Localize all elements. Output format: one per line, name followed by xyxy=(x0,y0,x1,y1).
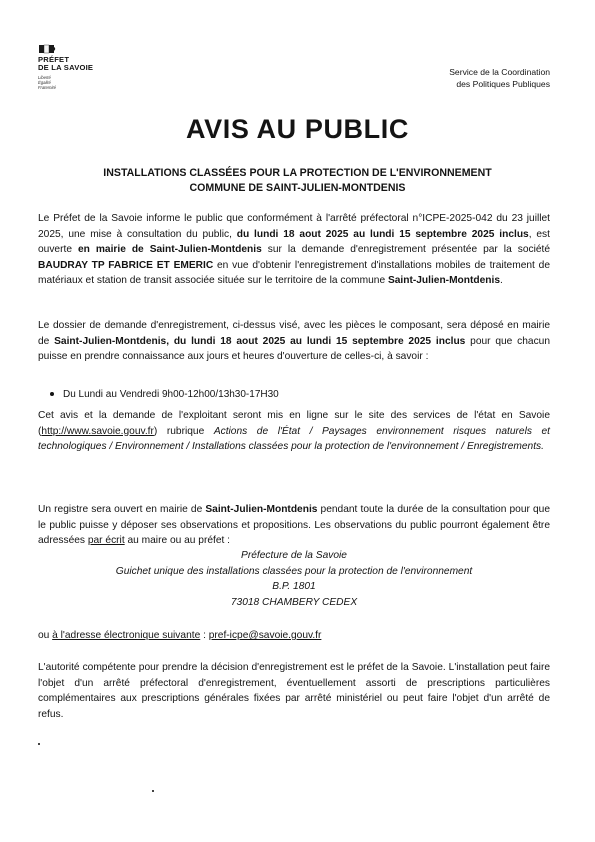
motto-fraternite: Fraternité xyxy=(38,84,56,90)
address-line-1: Préfecture de la Savoie xyxy=(241,550,347,561)
opening-hours-text: Du Lundi au Vendredi 9h00-12h00/13h30-17H30 xyxy=(63,389,279,400)
website-link[interactable]: http://www.savoie.gouv.fr xyxy=(41,425,154,437)
motto-egalite: Égalité xyxy=(38,79,51,85)
p3-text-a: Cet avis et la demande de l'exploitant seront mis en ligne sur le site des services de l'état en Savoie ( xyxy=(38,410,550,437)
p4-text-c: pendant toute la durée de la consultation pour que le public puisse y déposer ses observations et propositions. Les observations du public pourront également être adressées xyxy=(38,504,550,546)
p4-text-a: Un registre sera ouvert en mairie de xyxy=(38,504,206,515)
page-title: AVIS AU PUBLIC xyxy=(186,114,409,144)
postal-address xyxy=(38,548,550,610)
p1-mairie: en mairie de Saint-Julien-Montdenis xyxy=(77,244,262,255)
p4-text-e: au maire ou au préfet : xyxy=(124,535,230,546)
email-link[interactable]: pref-icpe@savoie.gouv.fr xyxy=(208,630,322,641)
subtitle-line-2: COMMUNE DE SAINT-JULIEN-MONTDENIS xyxy=(189,182,406,194)
p2-text-a: Le dossier de demande d'enregistrement, ci-dessus visé, avec les pièces le composant, sera déposé en mairie de xyxy=(38,320,550,347)
p1-company: BAUDRAY TP FABRICE ET EMERIC xyxy=(38,259,214,271)
paragraph-registre xyxy=(38,502,550,549)
p3-text-b: ) rubrique xyxy=(153,425,214,437)
logo-motto xyxy=(38,75,118,90)
p1-commune: Saint-Julien-Montdenis xyxy=(387,275,500,286)
p5-text-c: : xyxy=(200,630,209,641)
subtitle-line-1: INSTALLATIONS CLASSÉES POUR LA PROTECTION DE L'ENVIRONNEMENT xyxy=(103,167,492,179)
prefecture-logo xyxy=(38,44,118,90)
address-line-2: Guichet unique des installations classées pour la protection de l'environnement xyxy=(115,565,473,577)
motto-liberte: Liberté xyxy=(38,74,51,80)
paragraph-dossier xyxy=(38,318,550,365)
p1-text-c: , est ouverte xyxy=(38,228,550,255)
p3-rubrique: Actions de l'État / Paysages environnement risques naturels et technologiques / Environnement / Installations classées pour la protection de l'environnement / Enregistrements. xyxy=(38,425,550,452)
service-line-1: Service de la Coordination xyxy=(449,67,550,77)
bullet-icon xyxy=(50,392,54,396)
marianne-icon xyxy=(39,44,61,54)
paragraph-consultation xyxy=(38,211,550,289)
p5-text-a: ou xyxy=(38,630,53,641)
service-header xyxy=(449,66,550,90)
p2-text-c: pour que chacun puisse en prendre connaissance aux jours et heures d'ouverture de celles-ci, à savoir : xyxy=(38,335,550,362)
paragraph-email xyxy=(38,628,550,644)
p1-text-i: . xyxy=(500,275,503,286)
service-line-2: des Politiques Publiques xyxy=(456,79,550,89)
p1-text-e: sur la demande d'enregistrement présentée par la société xyxy=(261,244,550,255)
scan-speck xyxy=(152,790,154,792)
address-line-3: B.P. 1801 xyxy=(272,581,316,592)
opening-hours-item xyxy=(50,388,279,402)
p1-text-a: Le Préfet de la Savoie informe le public que conformément à l'arrêté préfectoral n°ICPE-2025-042 du 23 juillet 2025, une mise à consultation du public, xyxy=(38,213,550,240)
p5-adresse: à l'adresse électronique suivante xyxy=(52,630,201,641)
p4-commune: Saint-Julien-Montdenis xyxy=(205,504,318,515)
paragraph-online xyxy=(38,408,550,455)
logo-prefet: PRÉFET xyxy=(38,55,70,64)
subtitle xyxy=(40,166,555,196)
logo-savoie: DE LA SAVOIE xyxy=(38,63,94,73)
paragraph-autorite: L'autorité compétente pour prendre la décision d'enregistrement est le préfet de la Savoie. L'installation peut faire l'objet d'un arrêté préfectoral d'enregistrement, éventuellement assorti de prescriptions particulières complémentaires aux prescriptions générales fixées par arrêté ministériel ou peut faire l'objet d'un arrêté de refus. xyxy=(38,662,550,720)
scan-speck xyxy=(38,743,40,745)
p1-text-g: en vue d'obtenir l'enregistrement d'installations mobiles de traitement de matériaux et station de transit associée située sur le territoire de la commune xyxy=(38,259,551,286)
p1-dates: du lundi 18 aout 2025 au lundi 15 septembre 2025 inclus xyxy=(236,228,529,240)
address-line-4: 73018 CHAMBERY CEDEX xyxy=(230,596,358,608)
p4-par-ecrit: par écrit xyxy=(87,535,125,546)
p2-dates: Saint-Julien-Montdenis, du lundi 18 aout 2025 au lundi 15 septembre 2025 inclus xyxy=(54,335,466,347)
